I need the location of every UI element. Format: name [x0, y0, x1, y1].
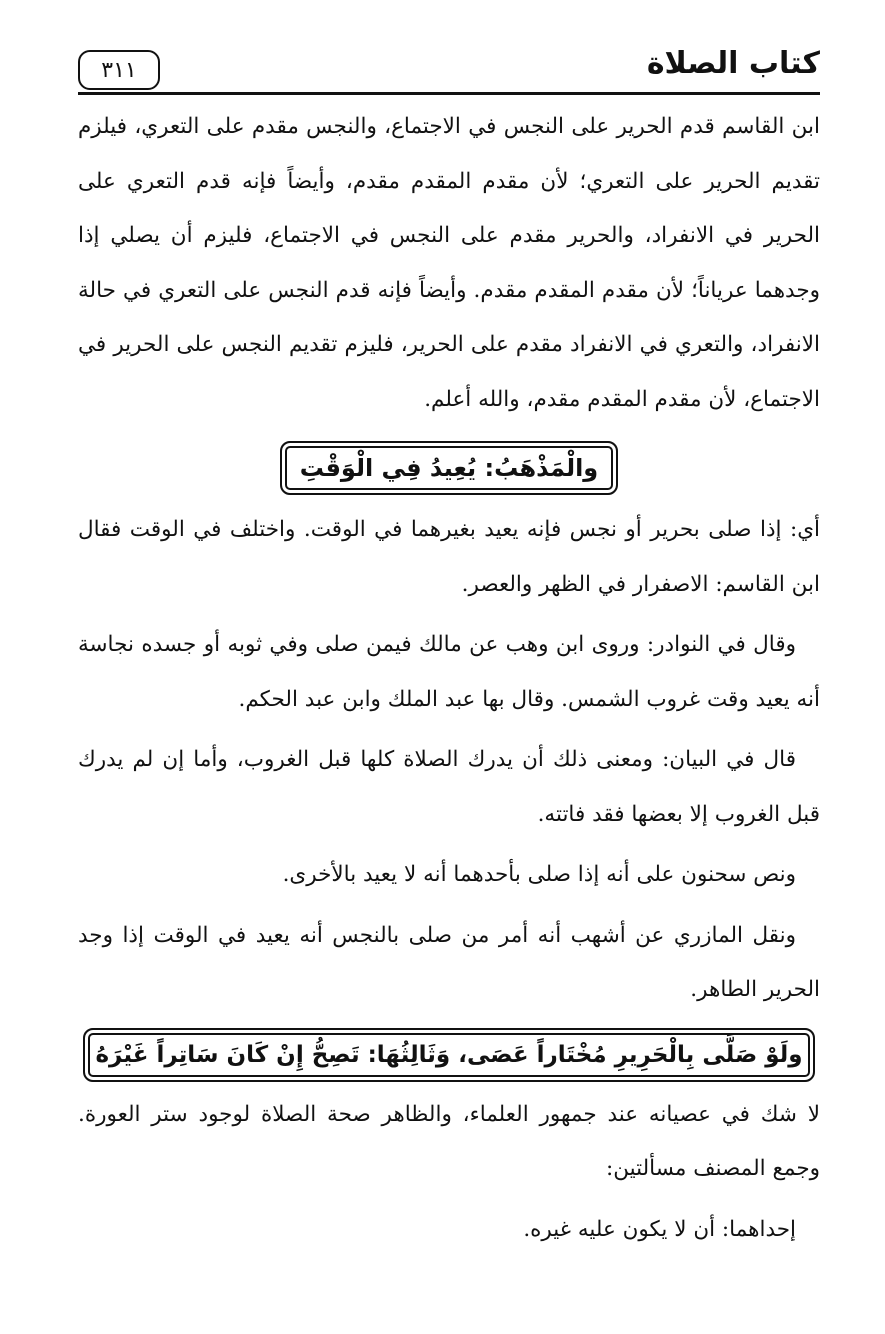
paragraph: أي: إذا صلى بحرير أو نجس فإنه يعيد بغيرهما في الوقت. واختلف في الوقت فقال ابن القاسم: الاصفرار في الظهر والعصر. [78, 517, 820, 597]
paragraph: ابن القاسم قدم الحرير على النجس في الاجتماع، والنجس مقدم على التعري، فيلزم تقديم الحرير على التعري؛ لأن مقدم المقدم مقدم، وأيضاً فإنه قدم التعري على الحرير في الانفراد، والحرير مقدم على النجس في الاجتماع، فليزم أن يصلي إذا وجدهما عرياناً؛ لأن مقدم المقدم مقدم. وأيضاً فإنه قدم النجس على التعري في حالة الانفراد، والتعري في الانفراد مقدم على الحرير، فليزم تقديم النجس على الحرير في الاجتماع، لأن مقدم المقدم مقدم، والله أعلم. [78, 114, 820, 412]
heading-text: ولَوْ صَلَّى بِالْحَرِيرِ مُخْتَاراً عَصَى، وَثَالِثُهَا: تَصِحُّ إِنْ كَانَ سَاتِراً غَيْرَهُ [83, 1028, 814, 1082]
section-heading [78, 441, 820, 495]
paragraph: لا شك في عصيانه عند جمهور العلماء، والظاهر صحة الصلاة لوجود ستر العورة. وجمع المصنف مسألتين: [78, 1101, 820, 1181]
page-number: ٣١١ [78, 50, 160, 90]
paragraph: ونقل المازري عن أشهب أنه أمر من صلى بالنجس أنه يعيد في الوقت إذا وجد الحرير الطاهر. [78, 922, 820, 1002]
paragraph: وقال في النوادر: وروى ابن وهب عن مالك فيمن صلى وفي ثوبه أو جسده نجاسة أنه يعيد وقت غروب الشمس. وقال بها عبد الملك وابن عبد الحكم. [78, 632, 820, 712]
paragraph: إحداهما: أن لا يكون عليه غيره. [523, 1216, 796, 1242]
heading-text: والْمَذْهَبُ: يُعِيدُ فِي الْوَقْتِ [280, 441, 618, 495]
page-header [78, 44, 820, 94]
paragraph: قال في البيان: ومعنى ذلك أن يدرك الصلاة كلها قبل الغروب، وأما إن لم يدرك قبل الغروب إلا بعضها فقد فاتته. [78, 747, 820, 827]
book-title: كتاب الصلاة [646, 46, 820, 81]
page-body [78, 100, 820, 1257]
section-heading [78, 1028, 820, 1082]
paragraph: ونص سحنون على أنه إذا صلى بأحدهما أنه لا يعيد بالأخرى. [282, 862, 796, 887]
header-divider [78, 92, 820, 95]
